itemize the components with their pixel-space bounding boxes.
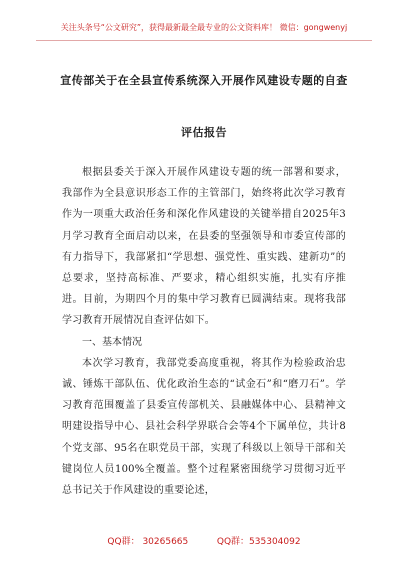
document-title-line-1: 宣传部关于在全县宣传系统深入开展作风建设专题的自查 (60, 74, 348, 87)
footer-contact: QQ群： 30265665 QQ群：535304092 (107, 537, 301, 547)
section-heading: 一、基本情况 (82, 336, 142, 348)
document-body (62, 162, 346, 501)
intro-paragraph: 根据县委关于深入开展作风建设专题的统一部署和要求，我部作为全县意识形态工作的主管部门，始终将此次学习教育作为一项重大政治任务和深化作风建设的关键举措自2025年3月学习教育全面启动以来，在县委的坚强领导和市委宣传部的有力指导下，我部紧扣“学思想、强党性、重实践、建新功”的总要求，坚持高标准、严要求，精心组织实施，扎实有序推进。目前，为期四个月的集中学习教育已圆满结束。现将我部学习教育开展情况自查评估如下。 (62, 167, 346, 327)
document-title-line-2: 评估报告 (181, 126, 227, 139)
banner-divider (36, 40, 372, 41)
section-paragraph: 本次学习教育，我部党委高度重视，将其作为检验政治忠诚、锤炼干部队伍、优化政治生态的“试金石”和“磨刀石”。学习教育范围覆盖了县委宣传部机关、县融媒体中心、县精神文明建设指导中心、县社会科学界联合会等4个下属单位，共计8个党支部、95名在职党员干部，实现了科级以上领导干部和关键岗位人员100%全覆盖。整个过程紧密围绕学习贯彻习近平总书记关于作风建设的重要论述， (62, 357, 346, 497)
top-banner: 关注头条号“公文研究”，获得最新最全最专业的公文资料库！ 微信：gongwenyj (60, 23, 348, 32)
